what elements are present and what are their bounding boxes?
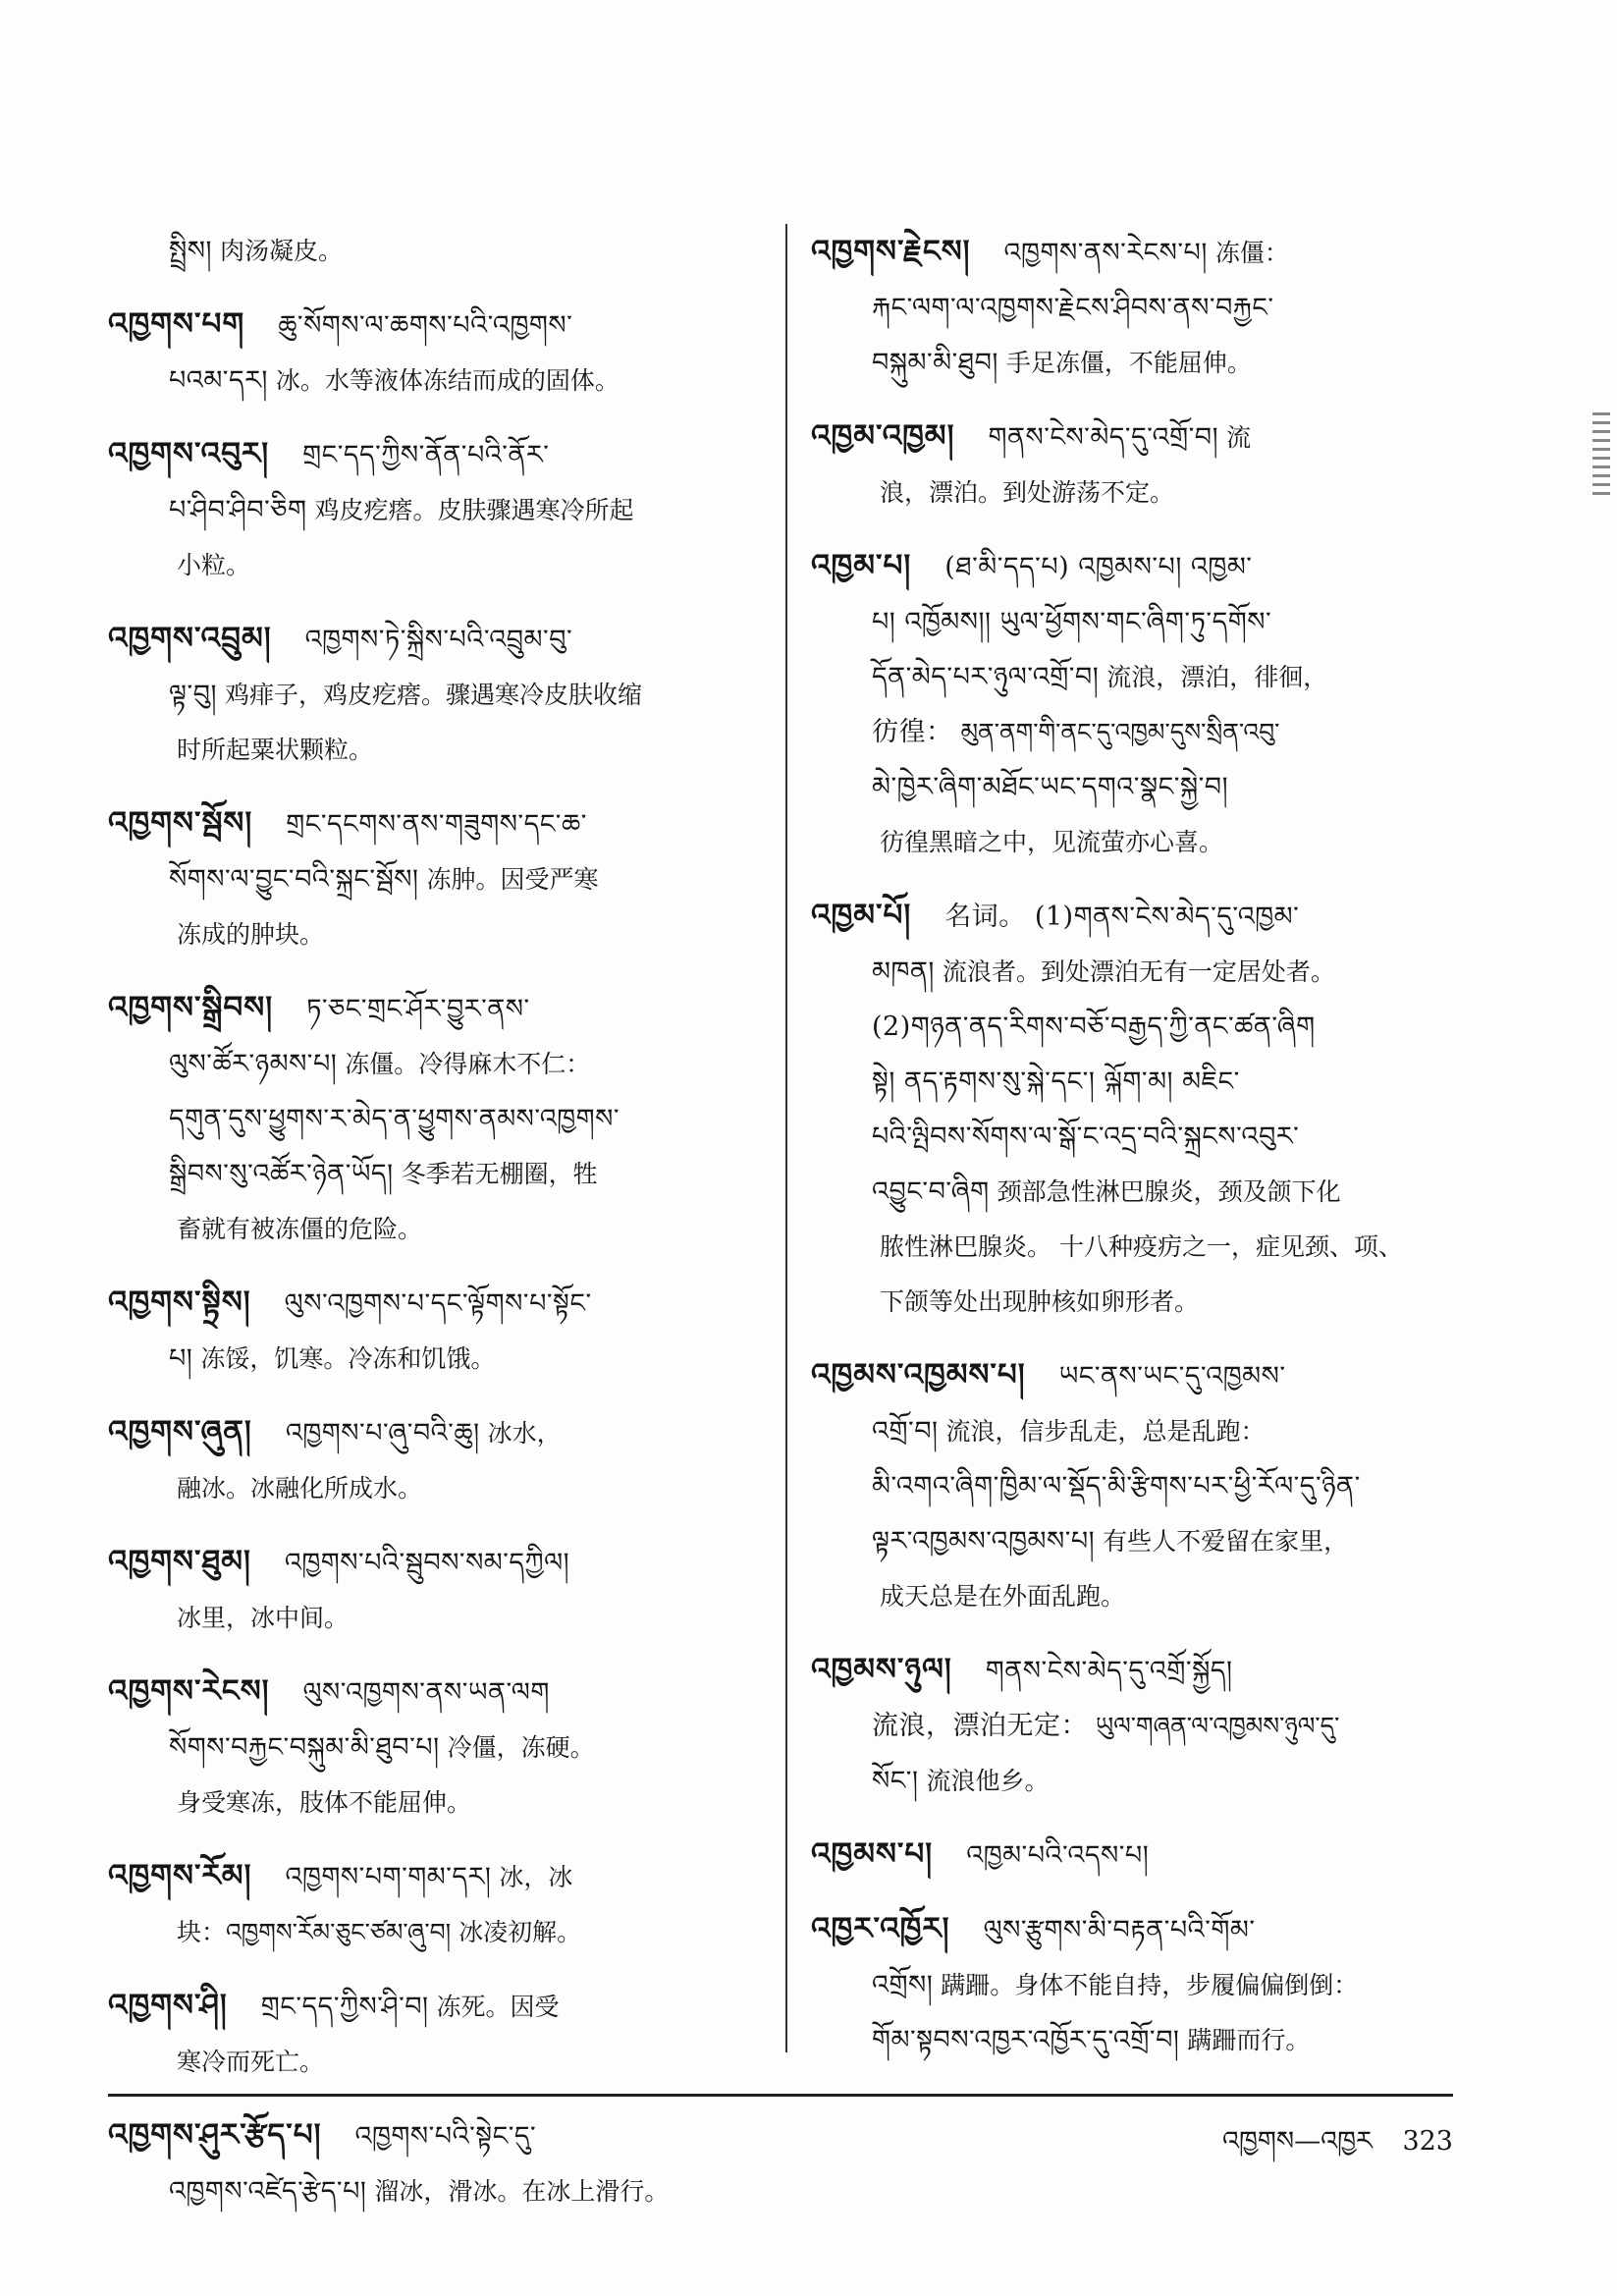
entry-headword: འཁྱགས་རེངས། — [108, 1673, 270, 1709]
definition-tibetan: པའི་ལྤིབས་སོགས་ལ་སྒོ་ང་འདྲ་བའི་སྐྲངས་འབུར་ — [872, 1121, 1300, 1152]
entry-line — [108, 2035, 756, 2090]
entry-line — [811, 815, 1459, 870]
definition-tibetan: འཁྱགས་པའི་སྟེང་དུ་ — [354, 2121, 537, 2152]
definition-chinese: 流 — [1226, 423, 1252, 452]
definition-chinese: 鸡痱子，鸡皮疙瘩。骤遇寒冷皮肤收缩 — [224, 681, 642, 709]
entry-headword: འཁྱམས་པ། — [811, 1836, 934, 1872]
entry-line — [811, 1514, 1459, 1569]
definition-tibetan: གྲང་དད་ཀྱིས་ནོན་པའི་ནོར་ — [302, 440, 550, 470]
definition-tibetan: སྟེ། ནད་རྟགས་སུ་སྐེ་དང་། ལྐོག་མ། མཇིང་ — [872, 1066, 1240, 1097]
definition-chinese: 冻肿。因受严寒 — [426, 865, 599, 894]
entry-line — [811, 1642, 1459, 1699]
entry-headword: འཁྱམས་འཁྱམས་པ། — [811, 1357, 1026, 1393]
entry-line — [108, 483, 756, 538]
definition-tibetan: འཁྱགས་པའི་སྦུབས་སམ་དཀྱིལ། — [284, 1548, 570, 1578]
definition-chinese: 冰里，冰中间。 — [177, 1604, 350, 1632]
footer-rule — [108, 2094, 1453, 2097]
entry-line — [811, 281, 1459, 336]
entry-line — [811, 1110, 1459, 1165]
entry-line — [108, 1202, 756, 1257]
dictionary-entry — [108, 1534, 756, 1646]
entry-line — [108, 538, 756, 593]
definition-tibetan: ཡང་ནས་ཡང་དུ་འཁྱམས་ — [1058, 1361, 1286, 1392]
entry-line — [108, 907, 756, 962]
definition-chinese: 彷徨黑暗之中，见流萤亦心喜。 — [880, 828, 1224, 856]
definition-chinese: 流浪，漂泊，徘徊， — [1106, 663, 1328, 691]
definition-tibetan: ལུས་ཚོར་ཉམས་པ། — [169, 1049, 338, 1079]
definition-chinese: 有些人不爱留在家里， — [1103, 1527, 1349, 1556]
entry-line — [811, 1055, 1459, 1110]
definition-tibetan: ཆུ་སོགས་ལ་ཆགས་པའི་འཁྱགས་ — [278, 310, 573, 341]
definition-chinese: 下颌等处出现肿核如卵形者。 — [880, 1287, 1200, 1316]
entry-headword: འཁྱམ་པོ། — [811, 898, 912, 933]
entry-line — [811, 1000, 1459, 1055]
definition-tibetan: འཁྱགས་འཛེད་རྩེད་པ། — [169, 2176, 367, 2207]
definition-chinese: 身受寒冻，肢体不能屈伸。 — [177, 1788, 472, 1817]
definition-chinese: 溜冰，滑冰。在冰上滑行。 — [374, 2177, 670, 2206]
entry-headword: འཁྱགས་སྒྲིབས། — [108, 990, 274, 1025]
entry-line — [108, 1404, 756, 1461]
dictionary-entry — [811, 1827, 1459, 1884]
definition-tibetan: འགྲོ་བ། — [872, 1416, 939, 1447]
entry-line — [108, 297, 756, 354]
definition-chinese: 寒冷而死亡。 — [177, 2048, 325, 2076]
entry-line — [108, 354, 756, 409]
dictionary-entry — [108, 426, 756, 593]
definition-tibetan: མེ་ཁྱེར་ཞིག་མཐོང་ཡང་དགའ་སྣང་སྐྱེ་བ། — [872, 772, 1229, 802]
entry-line — [108, 1461, 756, 1516]
definition-chinese: 蹒跚而行。 — [1187, 2026, 1311, 2054]
page-footer — [1080, 2111, 1453, 2186]
entry-line — [108, 1275, 756, 1332]
left-column — [108, 224, 756, 2237]
entry-headword: འཁྱགས་སྦོས། — [108, 805, 253, 841]
dictionary-entry — [108, 1404, 756, 1516]
definition-chinese: 冻僵。冷得麻木不仁： — [345, 1050, 591, 1078]
definition-tibetan: གནས་ངེས་མེད་དུ་འགྲོ་བ། — [988, 422, 1219, 453]
definition-chinese: 冰水， — [487, 1419, 562, 1448]
entry-line — [108, 1037, 756, 1092]
entry-line — [811, 1220, 1459, 1275]
definition-tibetan: ལུས་འཁྱགས་ནས་ཡན་ལག — [302, 1677, 550, 1708]
entry-line — [811, 595, 1459, 650]
entry-line — [108, 723, 756, 778]
entry-line — [108, 224, 756, 279]
entry-line — [108, 852, 756, 907]
definition-tibetan: 流浪，漂泊无定： — [872, 1711, 1088, 1741]
entry-headword: འཁྱགས་ཞུན། — [108, 1414, 252, 1449]
definition-tibetan: ཏ་ཅང་གྲང་ཤོར་བྱུར་ནས་ — [306, 994, 530, 1024]
entry-headword: འཁྱགས་སྟྲིས། — [108, 1285, 251, 1320]
entry-line — [108, 1534, 756, 1591]
definition-tibetan: འཁྱགས་པག་གམ་དར། — [285, 1862, 492, 1892]
definition-tibetan: མི་འགའ་ཞིག་ཁྱིམ་ལ་སྡོད་མི་རྩིགས་པར་ཕྱི་རོལ་དུ་ཉིན་ — [872, 1471, 1361, 1502]
definition-tibetan: འཁྱམ་པའི་འདས་པ། — [966, 1840, 1150, 1871]
entry-line — [811, 1901, 1459, 1958]
definition-tibetan: འཁྱགས་ཏེ་སྐྲིས་པའི་འབྲུམ་བུ་ — [304, 625, 573, 655]
entry-line — [108, 795, 756, 852]
entry-line — [811, 1569, 1459, 1624]
definition-tibetan: འཁྱགས་ནས་རེངས་པ། — [1003, 238, 1208, 268]
definition-chinese: 成天总是在外面乱跑。 — [880, 1582, 1126, 1611]
dictionary-entry — [811, 409, 1459, 520]
definition-chinese: 冻馁，饥寒。冷冻和饥饿。 — [200, 1344, 496, 1373]
definition-chinese: 冻死。因受 — [436, 1993, 560, 2021]
entry-line — [108, 1848, 756, 1905]
dictionary-entry — [108, 980, 756, 1257]
definition-tibetan: རྐང་ལག་ལ་འཁྱགས་རྗེངས་ཤིབས་ནས་བརྐྱང་ — [872, 293, 1274, 323]
entry-line — [811, 409, 1459, 465]
definition-tibetan: འགྲོས། — [872, 1970, 934, 2000]
definition-chinese: 鸡皮疙瘩。皮肤骤遇寒冷所起 — [314, 496, 634, 524]
definition-tibetan: ལུས་རྩུགས་མི་བརྟན་པའི་གོམ་ — [983, 1915, 1256, 1945]
definition-tibetan: སོགས་བརྐྱང་བསྐུམ་མི་ཐུབ་པ། — [169, 1732, 440, 1763]
definition-tibetan: གྲང་དངགས་ནས་གཟུགས་དང་ཆ་ — [286, 809, 587, 840]
dictionary-entry — [108, 2107, 756, 2219]
entry-line — [811, 1754, 1459, 1809]
dictionary-entry — [811, 224, 1459, 391]
definition-tibetan: ལྟར་འཁྱམས་འཁྱམས་པ། — [872, 1526, 1096, 1557]
definition-chinese: 流浪者。到处漂泊无有一定居处者。 — [942, 957, 1335, 986]
entry-line — [108, 668, 756, 723]
entry-line — [108, 1978, 756, 2035]
dictionary-entry — [108, 297, 756, 409]
entry-line — [811, 945, 1459, 1000]
definition-chinese: ཡུལ་གཞན་ལ་འཁྱམས་ཉུལ་དུ་ — [1096, 1712, 1340, 1740]
dictionary-entry — [108, 224, 756, 279]
definition-tibetan: (ཐ་མི་དད་པ) འཁྱམས་པ། འཁྱམ་ — [944, 552, 1253, 582]
entry-line — [811, 1404, 1459, 1459]
dictionary-entry — [811, 538, 1459, 870]
entry-line — [108, 426, 756, 483]
definition-tibetan: པ། — [169, 1343, 193, 1374]
entry-line — [108, 1147, 756, 1202]
entry-headword: འཁྱགས་འབུར། — [108, 436, 270, 471]
entry-line — [811, 1958, 1459, 2013]
definition-chinese: 畜就有被冻僵的危险。 — [177, 1215, 423, 1243]
entry-line — [108, 2164, 756, 2219]
entry-line — [108, 1905, 756, 1960]
entry-line — [811, 1459, 1459, 1514]
entry-line — [811, 705, 1459, 760]
definition-tibetan: པའམ་དར། — [169, 365, 268, 396]
entry-line — [811, 760, 1459, 815]
definition-tibetan: སོགས་ལ་བྱུང་བའི་སྐྲང་སྦོས། — [169, 864, 419, 895]
entry-line — [811, 1275, 1459, 1330]
entry-line — [811, 465, 1459, 520]
entry-headword: འཁྱགས་ཤུར་རྩོད་པ། — [108, 2117, 322, 2153]
dictionary-entry — [811, 1901, 1459, 2068]
dictionary-entry — [108, 1848, 756, 1960]
definition-chinese: 冰。水等液体冻结而成的固体。 — [275, 366, 620, 395]
definition-chinese: 融冰。冰融化所成水。 — [177, 1474, 423, 1503]
definition-chinese: 冻成的肿块。 — [177, 920, 325, 949]
right-column — [811, 224, 1459, 2086]
entry-headword: འཁྱམས་ཉུལ། — [811, 1652, 952, 1687]
entry-line — [108, 1332, 756, 1387]
definition-chinese: 流浪他乡。 — [926, 1767, 1050, 1795]
definition-tibetan: 彷徨： — [872, 717, 953, 747]
entry-headword: འཁྱགས་འབྲུམ། — [108, 621, 272, 656]
entry-line — [108, 2107, 756, 2164]
entry-headword: འཁྱམ་པ། — [811, 548, 912, 583]
definition-tibetan: འཁྱགས་པ་ཞུ་བའི་ཆུ། — [285, 1418, 480, 1449]
definition-tibetan: སྒྲིབས་སུ་འཚོར་ཉེན་ཡོད། — [169, 1159, 394, 1189]
entry-line — [811, 1347, 1459, 1404]
definition-tibetan: འབྱུང་བ་ཞིག — [872, 1176, 990, 1207]
definition-chinese: 肉汤凝皮。 — [219, 237, 343, 265]
definition-tibetan: དོན་མེད་པར་ཉུལ་འགྲོ་བ། — [872, 662, 1100, 692]
entry-headword: འཁྱགས་རོམ། — [108, 1858, 252, 1893]
dictionary-entry — [811, 1347, 1459, 1624]
dictionary-entry — [108, 1275, 756, 1387]
definition-tibetan: སོང་། — [872, 1766, 919, 1796]
definition-chinese: 冷僵，冻硬。 — [447, 1733, 595, 1762]
entry-line — [108, 1721, 756, 1776]
entry-line — [108, 980, 756, 1037]
definition-tibetan: གོམ་སྟབས་འཁྱར་འཁྱོར་དུ་འགྲོ་བ། — [872, 2025, 1180, 2055]
definition-chinese: མུན་ནག་གི་ནང་དུ་འཁྱམ་དུས་སྲིན་འབུ་ — [960, 718, 1280, 746]
definition-chinese: 小粒。 — [177, 551, 251, 579]
definition-chinese: 流浪，信步乱走，总是乱跑： — [945, 1417, 1266, 1446]
dictionary-entry — [108, 1664, 756, 1831]
column-divider — [785, 224, 787, 2052]
entry-line — [811, 1699, 1459, 1754]
definition-chinese: 冻僵： — [1214, 239, 1289, 267]
definition-chinese: 脓性淋巴腺炎。 十八种疫疠之一，症见颈、项、 — [880, 1232, 1403, 1261]
entry-line — [811, 1827, 1459, 1884]
definition-tibetan: མཁན། — [872, 957, 935, 987]
definition-chinese: 浪，漂泊。到处游荡不定。 — [880, 478, 1175, 507]
entry-line — [811, 336, 1459, 391]
definition-chinese: 蹒跚。身体不能自持，步履偏偏倒倒： — [941, 1971, 1359, 1999]
definition-chinese: 颈部急性淋巴腺炎，颈及颌下化 — [997, 1177, 1341, 1206]
entry-line — [811, 650, 1459, 705]
definition-chinese: 块：འཁྱགས་རོམ་ཅུང་ཙམ་ཞུ་བ། 冰凌初解。 — [177, 1918, 582, 1946]
running-head: འཁྱགས—འཁྱར — [1221, 2126, 1373, 2157]
scan-edge-marks — [1592, 412, 1610, 501]
dictionary-entry — [108, 1978, 756, 2090]
entry-line — [108, 1664, 756, 1721]
entry-headword: འཁྱགས་ཤི། — [108, 1988, 228, 2023]
definition-tibetan: དགུན་དུས་ཕྱུགས་ར་མེད་ན་ཕྱུགས་ནམས་འཁྱགས་ — [169, 1104, 620, 1134]
entry-line — [108, 1776, 756, 1831]
dictionary-entry — [108, 611, 756, 778]
page-number: 323 — [1402, 2126, 1453, 2157]
entry-headword: འཁྱགས་པག — [108, 306, 245, 342]
definition-tibetan: གྲང་དད་ཀྱིས་ཤི་བ། — [260, 1992, 429, 2022]
entry-line — [811, 538, 1459, 595]
definition-tibetan: གནས་ངེས་མེད་དུ་འགྲོ་སྐྱོད། — [985, 1656, 1233, 1686]
entry-line — [811, 888, 1459, 945]
dictionary-entry — [108, 795, 756, 962]
definition-tibetan: སྤྲིས། — [169, 236, 212, 266]
definition-tibetan: ལྟ་བུ། — [169, 680, 217, 710]
entry-line — [108, 611, 756, 668]
definition-tibetan: ལུས་འཁྱགས་པ་དང་ལྟོགས་པ་སྟོང་ — [284, 1288, 592, 1319]
definition-tibetan: 名词。 (1)གནས་ངེས་མེད་དུ་འཁྱམ་ — [944, 902, 1300, 932]
definition-chinese: 冬季若无棚圈，牲 — [401, 1160, 598, 1188]
definition-tibetan: པ། འཁྱོམས།། ཡུལ་ཕྱོགས་གང་ཞིག་ཏུ་དགོས་ — [872, 607, 1272, 637]
entry-line — [811, 2013, 1459, 2068]
entry-headword: འཁྱམ་འཁྱམ། — [811, 418, 955, 454]
definition-tibetan: བསྐུམ་མི་ཐུབ། — [872, 348, 998, 378]
entry-line — [108, 1092, 756, 1147]
entry-headword: འཁྱགས་རྗེངས། — [811, 234, 971, 269]
definition-tibetan: པ་ཤིབ་ཤིབ་ཅིག — [169, 495, 307, 525]
entry-headword: འཁྱགས་ཐུམ། — [108, 1544, 251, 1579]
entry-headword: འཁྱར་འཁྱོར། — [811, 1911, 950, 1946]
definition-tibetan: (2)གཉན་ནད་རིགས་བཅོ་བརྒྱད་ཀྱི་ནང་ཚན་ཞིག — [872, 1011, 1316, 1042]
entry-line — [811, 224, 1459, 281]
definition-chinese: 冰，冰 — [499, 1863, 573, 1891]
entry-line — [108, 1591, 756, 1646]
definition-chinese: 时所起粟状颗粒。 — [177, 736, 374, 764]
definition-chinese: 手足冻僵，不能屈伸。 — [1005, 349, 1252, 377]
entry-line — [811, 1165, 1459, 1220]
dictionary-entry — [811, 888, 1459, 1330]
dictionary-entry — [811, 1642, 1459, 1809]
